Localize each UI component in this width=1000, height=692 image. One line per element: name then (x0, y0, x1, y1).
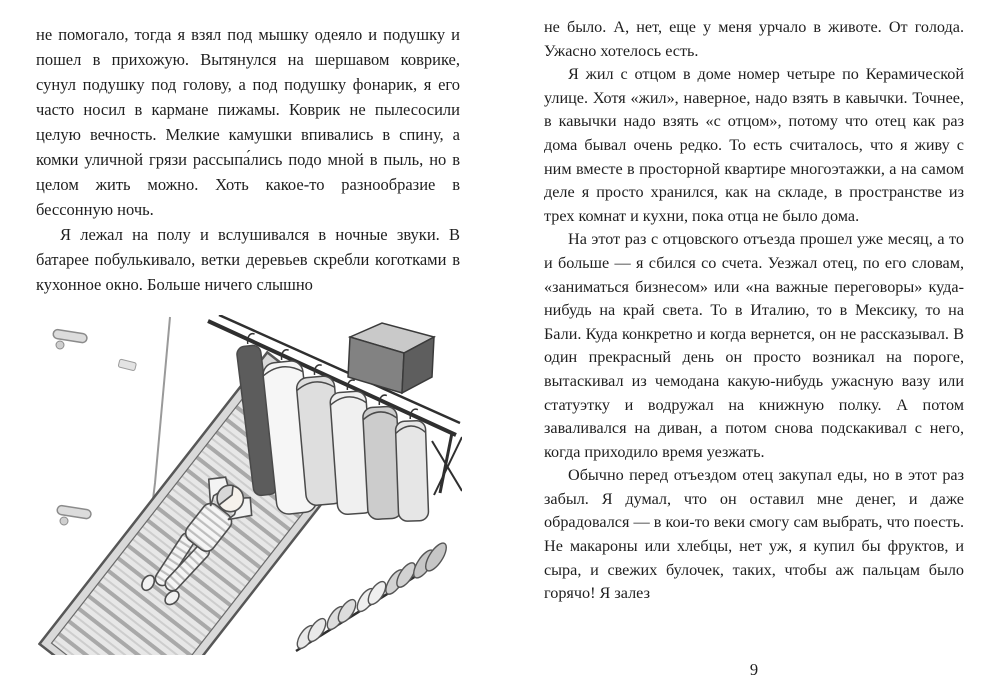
paragraph: Я жил с отцом в доме номер четыре по Керамической улице. Хотя «жил», наверное, надо взять в кавычки. Точнее, в кавычки надо взять «с отцом», потому что отец как раз дома бывал очень редко. То есть считалось, что я живу с ним вместе в просторной квартире многоэтажки, а на самом деле я просто хранился, как на складе, в пространстве из трех комнат и кухни, пока отца не было дома. (544, 65, 964, 225)
shoes-row (294, 540, 450, 651)
paragraph: не было. А, нет, еще у меня урчало в животе. От голода. Ужасно хотелось есть. (544, 18, 964, 60)
hallway-illustration-svg (38, 315, 462, 655)
door-handle-top-icon (53, 329, 88, 349)
hallway-illustration (38, 315, 460, 660)
paragraph: На этот раз с отцовского отъезда прошел уже месяц, а то и больше — я сбился со счета. Уезжал отец, по его словам, «заниматься бизнесом» или «на важные переговоры» куда-нибудь на край света. То в Италию, то в Мексику, то на Бали. Куда конкретно и когда вернется, он не рассказывал. В один прекрасный день он просто возникал на пороге, вытаскивал из чемодана какую-нибудь ужасную вазу или статуэтку и водружал на книжную полку. А потом заваливался на диван, а потом снова подскакивал с него, когда приходило время уезжать. (544, 230, 964, 461)
paragraph: не помогало, тогда я взял под мышку одеяло и подушку и пошел в прихожую. Вытянулся на шершавом коврике, сунул подушку под голову, а под подушку фонарик, я его часто носил в кармане пижамы. Коврик не пылесосили целую вечность. Мелкие камушки впивались в спину, а комки уличной грязи рассыпа́лись подо мной в пыль, но в целом жить можно. Хоть какое-то разнообразие в бессонную ночь. (36, 25, 460, 219)
left-text-block (36, 22, 460, 297)
door-handle-mid-icon (57, 505, 92, 525)
paragraph: Обычно перед отъездом отец закупал еды, но в этот раз забыл. Я думал, что он оставил мне денег, и даже обрадовался — в кои-то веки смогу сам выбрать, что поесть. Не макароны или хлебцы, нет уж, я купил бы фруктов, и сыра, и свежих булочек, таких, чтобы аж пальцам было горячо! Я залез (544, 466, 964, 603)
paragraph: Я лежал на полу и вслушивался в ночные звуки. В батарее побулькивало, ветки деревьев скребли коготками в кухонное окно. Больше ничего слышно (36, 225, 460, 294)
door-plate (118, 359, 136, 371)
page-number: 9 (749, 660, 759, 679)
page-right (500, 0, 1000, 692)
storage-box (348, 323, 434, 393)
right-text-block (544, 16, 964, 606)
